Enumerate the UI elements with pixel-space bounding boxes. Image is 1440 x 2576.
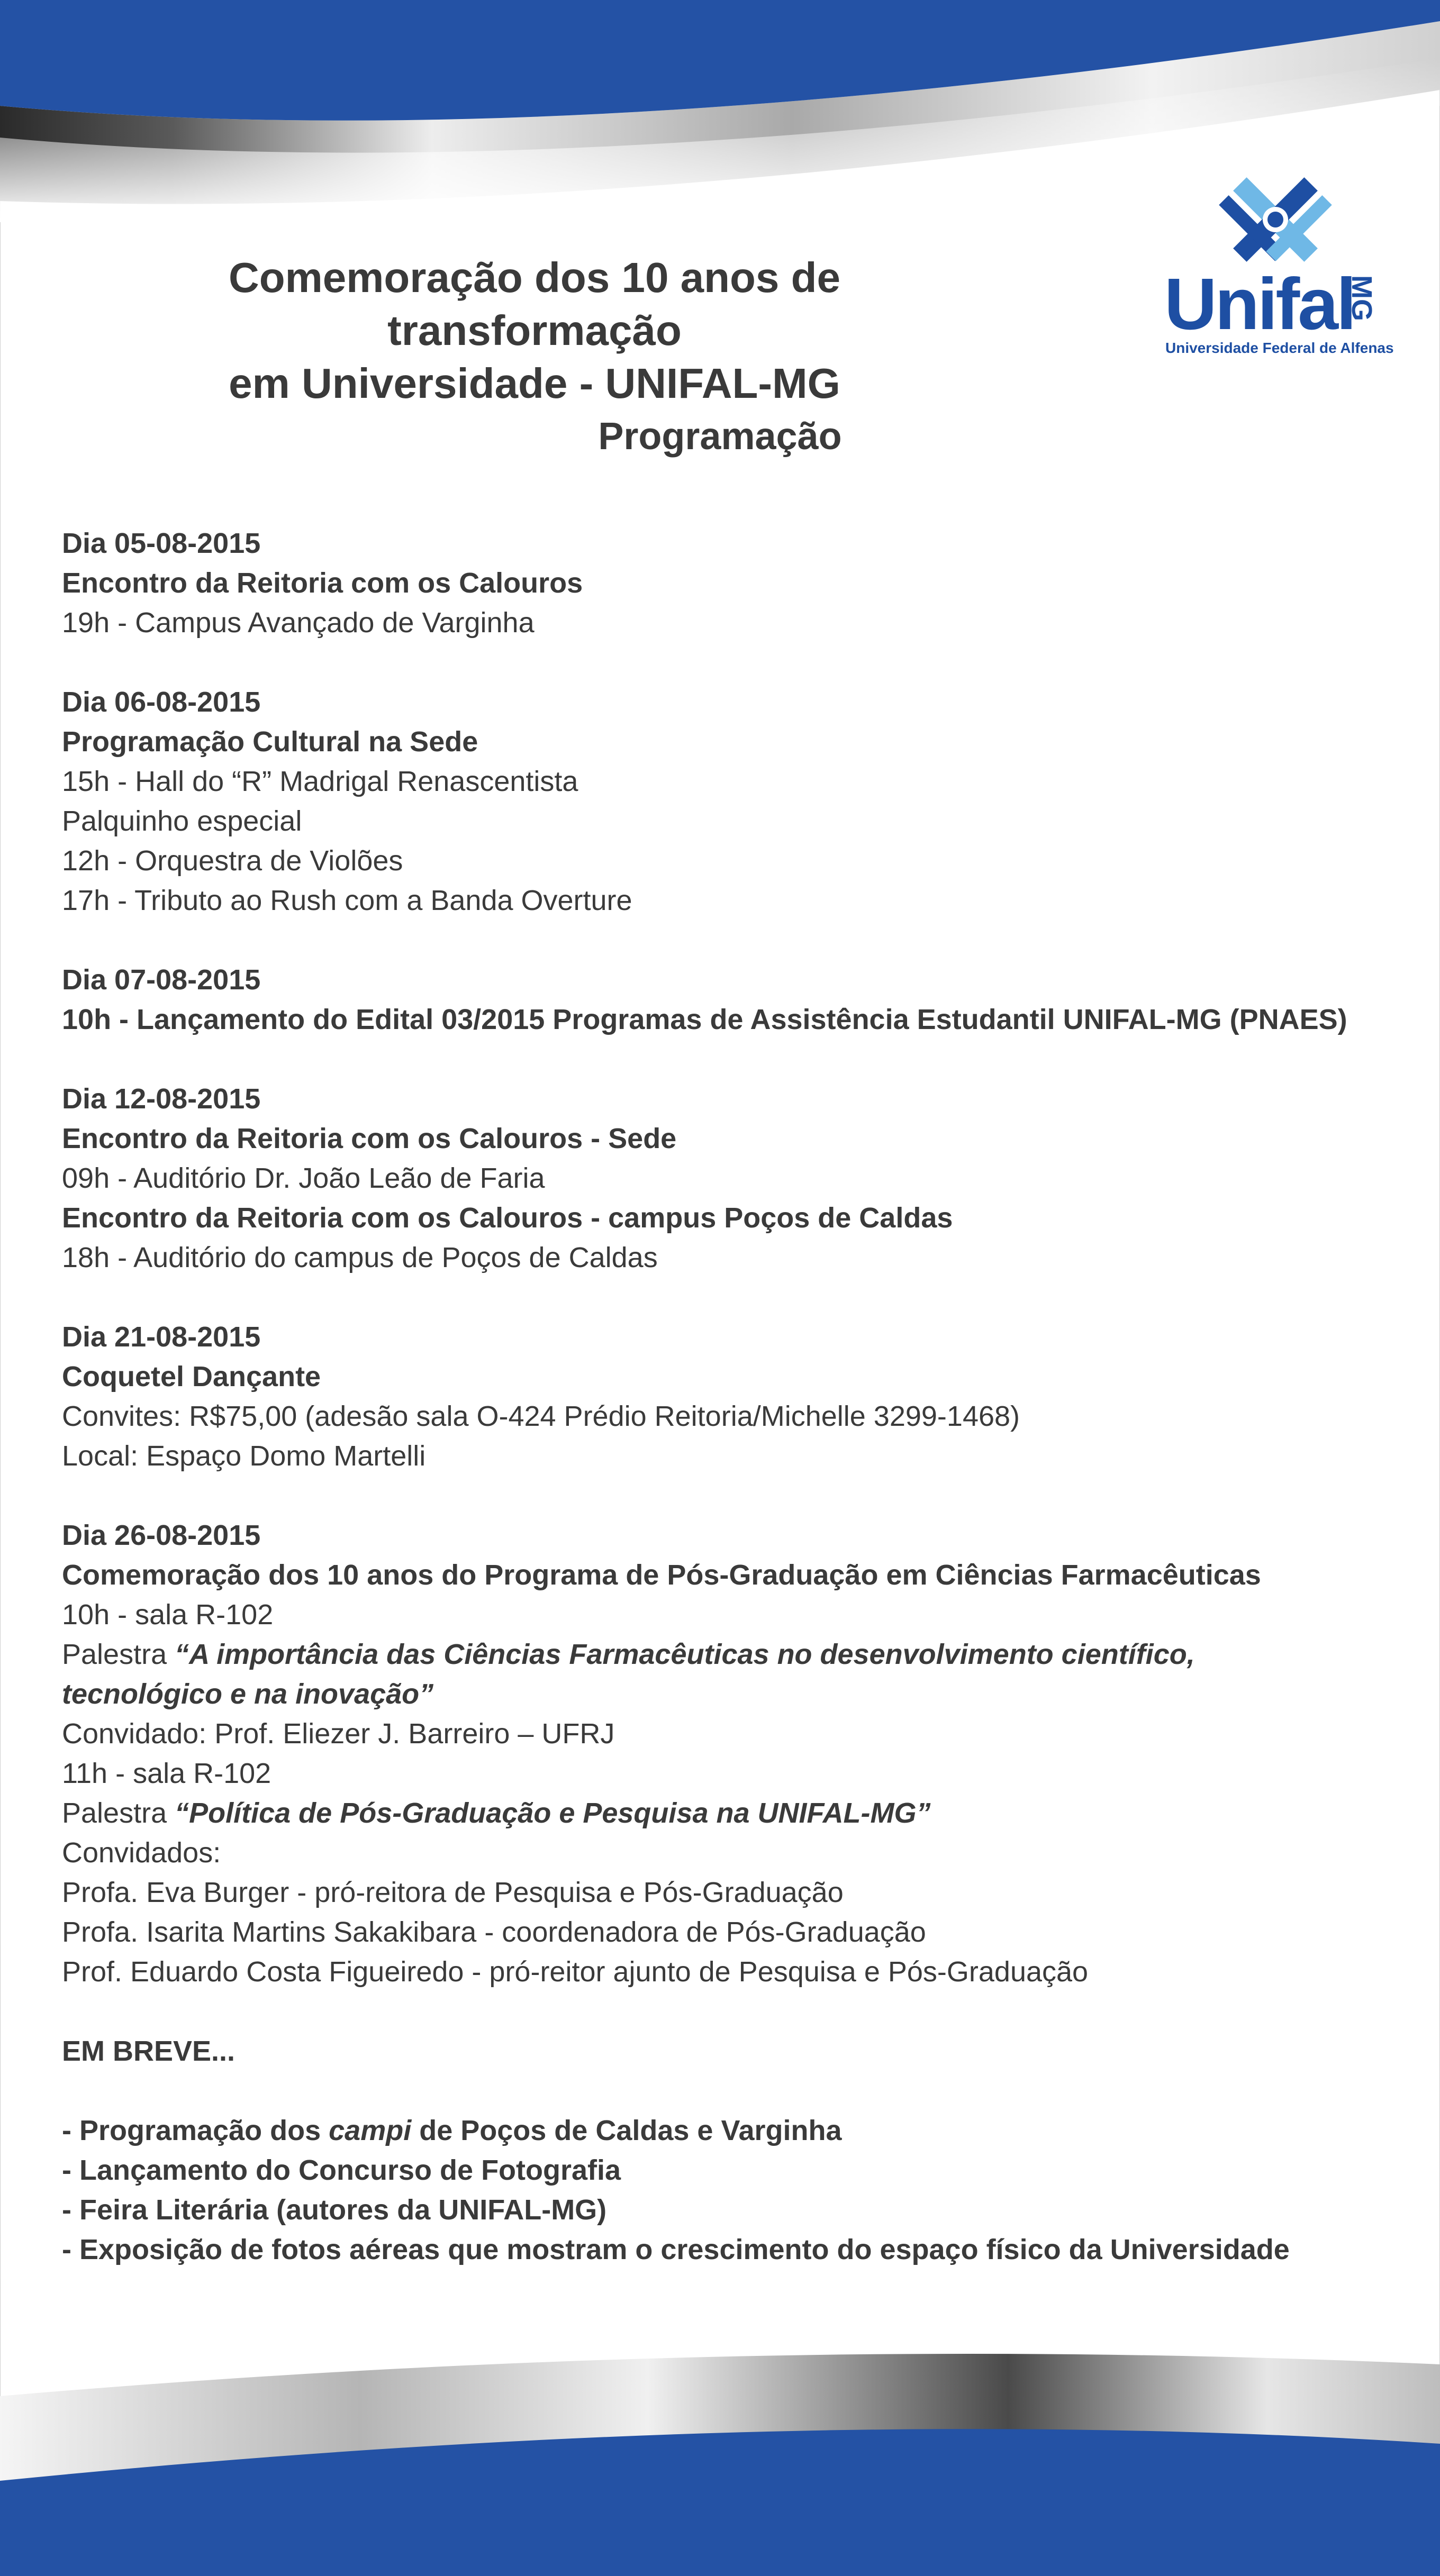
event-line: Comemoração dos 10 anos do Programa de Pós-Graduação em Ciências Farmacêuticas: [62, 1559, 1261, 1591]
guest-line: Prof. Eduardo Costa Figueiredo - pró-reitor ajunto de Pesquisa e Pós-Graduação: [62, 1956, 1089, 1988]
logo-mg-tag: MG: [1346, 275, 1378, 321]
event-line: Programação Cultural na Sede: [62, 726, 478, 758]
guest-line: Profa. Isarita Martins Sakakibara - coordenadora de Pós-Graduação: [62, 1916, 926, 1948]
event-line: 12h - Orquestra de Violões: [62, 845, 403, 877]
event-line: 10h - sala R-102: [62, 1599, 274, 1631]
day-date: Dia 07-08-2015: [62, 964, 261, 996]
coming-soon-item: - Lançamento do Concurso de Fotografia: [62, 2154, 621, 2186]
bottom-swoosh-decoration: [0, 2322, 1440, 2576]
lecture-prefix: Palestra: [62, 1639, 175, 1670]
unifal-logo: [1154, 169, 1397, 370]
lecture-title: “Política de Pós-Graduação e Pesquisa na UNIFAL-MG”: [175, 1797, 931, 1829]
page-title-line-2: em Universidade - UNIFAL-MG: [229, 360, 840, 407]
logo-subtitle: Universidade Federal de Alfenas: [1165, 340, 1394, 356]
page-title: [106, 251, 963, 410]
day-date: Dia 21-08-2015: [62, 1321, 261, 1353]
day-block: [62, 1317, 1417, 1476]
day-block: [62, 960, 1417, 1040]
day-block: [62, 682, 1417, 921]
coming-soon-item-suffix: de Poços de Caldas e Varginha: [411, 2115, 842, 2146]
event-line: Palquinho especial: [62, 805, 302, 837]
event-line: Convites: R$75,00 (adesão sala O-424 Prédio Reitoria/Michelle 3299-1468): [62, 1400, 1020, 1432]
event-line: Encontro da Reitoria com os Calouros - campus Poços de Caldas: [62, 1202, 953, 1234]
event-line: 10h - Lançamento do Edital 03/2015 Programas de Assistência Estudantil UNIFAL-MG (PNAES): [62, 1004, 1347, 1035]
event-line: 18h - Auditório do campus de Poços de Caldas: [62, 1242, 658, 1273]
page-title-line-1: Comemoração dos 10 anos de transformação: [229, 254, 840, 354]
event-line: Convidado: Prof. Eliezer J. Barreiro – UFRJ: [62, 1718, 615, 1750]
event-line: 17h - Tributo ao Rush com a Banda Overture: [62, 885, 632, 916]
day-date: Dia 12-08-2015: [62, 1083, 261, 1115]
lecture-line: [62, 1794, 1417, 1833]
coming-soon-item: [62, 2111, 1417, 2151]
event-line: Local: Espaço Domo Martelli: [62, 1440, 426, 1472]
day-date: Dia 06-08-2015: [62, 686, 261, 718]
event-line: 15h - Hall do “R” Madrigal Renascentista: [62, 766, 578, 797]
coming-soon-item: - Exposição de fotos aéreas que mostram o crescimento do espaço físico da Universidade: [62, 2234, 1290, 2265]
event-line: 11h - sala R-102: [62, 1758, 271, 1789]
event-line: 09h - Auditório Dr. João Leão de Faria: [62, 1162, 545, 1194]
section-title: Programação: [598, 415, 842, 458]
coming-soon-item: - Feira Literária (autores da UNIFAL-MG): [62, 2194, 607, 2226]
event-line: Encontro da Reitoria com os Calouros: [62, 567, 583, 599]
schedule: [62, 524, 1417, 2309]
coming-soon-item-italic: campi: [329, 2115, 412, 2146]
event-line: Encontro da Reitoria com os Calouros - Sede: [62, 1123, 677, 1154]
coming-soon-list: [62, 2111, 1417, 2270]
event-line: Convidados:: [62, 1837, 221, 1869]
unifal-emblem-icon: [1215, 169, 1336, 270]
day-date: Dia 05-08-2015: [62, 527, 261, 559]
coming-soon-block: [62, 2032, 1417, 2071]
coming-soon-item-prefix: - Programação dos: [62, 2115, 329, 2146]
lecture-line: [62, 1635, 1343, 1714]
guest-line: Profa. Eva Burger - pró-reitora de Pesquisa e Pós-Graduação: [62, 1877, 844, 1908]
event-line: Coquetel Dançante: [62, 1361, 321, 1392]
logo-wordmark: Unifal: [1164, 263, 1355, 345]
day-block: [62, 1079, 1417, 1278]
lecture-title: “A importância das Ciências Farmacêuticas no desenvolvimento científico, tecnológico e na inovação”: [62, 1639, 1195, 1710]
day-block: [62, 1516, 1417, 1992]
coming-soon-heading: EM BREVE...: [62, 2035, 236, 2067]
day-block: [62, 524, 1417, 643]
day-date: Dia 26-08-2015: [62, 1519, 261, 1551]
lecture-prefix: Palestra: [62, 1797, 175, 1829]
event-line: 19h - Campus Avançado de Varginha: [62, 607, 535, 639]
